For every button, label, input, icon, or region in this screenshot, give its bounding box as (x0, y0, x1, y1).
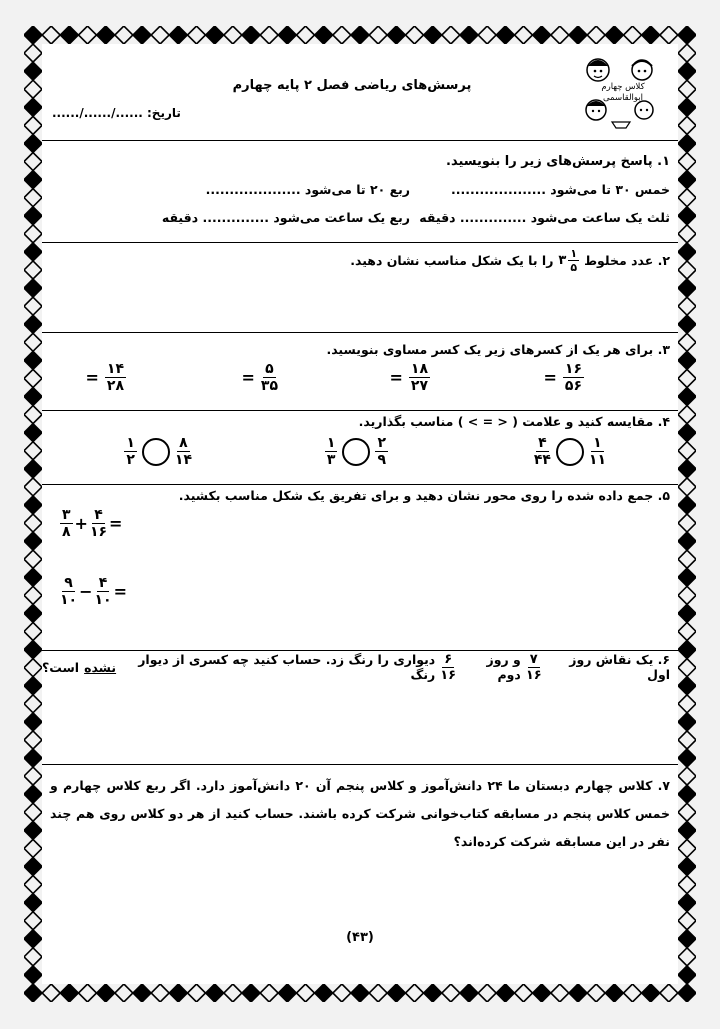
equals-sign: = (389, 368, 403, 387)
q6-part3: دیواری را رنگ زد. حساب کنید چه کسری از دیوار رنگ (138, 652, 436, 682)
question-5-title: ۵. جمع داده شده را روی محور نشان دهید و برای تفریق یک شکل مناسب بکشید. (178, 488, 670, 503)
mixed-denominator: ۵ (570, 261, 578, 274)
date-field: تاریخ: ....../....../...... (52, 106, 181, 120)
q3-fraction-3 (242, 362, 279, 393)
fraction (60, 576, 77, 607)
fraction (261, 362, 278, 393)
question-2-suffix: را با یک شکل مناسب نشان دهید. (350, 253, 554, 268)
q4-pair-3 (124, 436, 192, 467)
denominator: ۱۶ (440, 667, 457, 683)
denominator: ۲ (126, 452, 135, 468)
header (42, 44, 678, 140)
question-1-item-c: ثلث یک ساعت می‌شود .............. دقیقه (419, 210, 670, 225)
fraction-left (124, 436, 137, 467)
numerator: ۱ (126, 435, 135, 451)
q3-fraction-4 (86, 362, 127, 393)
question-3-title: ۳. برای هر یک از کسرهای زیر یک کسر مساوی بنویسید. (326, 342, 670, 357)
denominator: ۱۰ (94, 592, 112, 608)
numerator: ۱ (326, 435, 336, 451)
denominator: ۲۸ (106, 378, 124, 394)
fraction-left (534, 436, 551, 467)
page-title: پرسش‌های ریاضی فصل ۲ پایه چهارم (232, 78, 472, 93)
comparison-circle[interactable] (556, 438, 584, 466)
denominator: ۴۴ (533, 452, 551, 468)
fraction (409, 362, 430, 393)
numerator: ۳ (62, 507, 71, 523)
equals-sign: = (109, 514, 123, 533)
fraction-right (175, 436, 192, 467)
denominator: ۱۱ (588, 452, 606, 468)
fraction (526, 653, 542, 682)
q3-fraction-2 (390, 362, 431, 393)
comparison-circle[interactable] (342, 438, 370, 466)
numerator: ۹ (64, 575, 73, 591)
fraction-left (325, 436, 338, 467)
q6-part2: و روز دوم (486, 652, 521, 682)
q3-fraction-1 (544, 362, 585, 393)
fraction (563, 362, 584, 393)
numerator: ۷ (529, 651, 538, 667)
q6-part1: ۶. یک نقاش روز اول (569, 652, 670, 682)
fraction (105, 362, 126, 393)
question-6-text (42, 652, 670, 682)
fraction (60, 508, 73, 539)
school-logo (582, 52, 660, 130)
fraction (440, 653, 456, 682)
question-1-item-b: ربع ۲۰ تا می‌شود .................... (205, 182, 410, 197)
fraction-right (375, 436, 388, 467)
numerator: ۱۴ (106, 361, 124, 377)
denominator: ۵۶ (564, 378, 582, 394)
question-2-text (350, 248, 670, 273)
mixed-whole: ۳ (558, 253, 567, 268)
comparison-circle[interactable] (142, 438, 170, 466)
mixed-numerator: ۱ (570, 247, 578, 260)
question-1 (42, 140, 678, 242)
plus-sign: + (74, 514, 88, 533)
equals-sign: = (85, 368, 99, 387)
q6-underlined: نشده (84, 659, 117, 675)
denominator: ۳۵ (260, 378, 278, 394)
fraction-right (589, 436, 606, 467)
question-2-prefix: ۲. عدد مخلوط (584, 253, 670, 268)
page-number: (۴۳) (346, 930, 374, 945)
q5-subtraction (60, 576, 127, 607)
question-6 (42, 650, 678, 764)
mixed-number (558, 248, 579, 273)
question-2 (42, 242, 678, 332)
equals-sign: = (543, 368, 557, 387)
equals-sign: = (113, 582, 127, 601)
q5-addition (60, 508, 122, 539)
numerator: ۴ (538, 435, 547, 451)
denominator: ۲۷ (410, 378, 428, 394)
fraction (95, 576, 112, 607)
numerator: ۱ (593, 435, 602, 451)
question-7-text: ۷. کلاس چهارم دبستان ما ۲۴ دانش‌آموز و کلاس پنجم آن ۲۰ دانش‌آموز دارد. اگر ربع کلاس چهارم و خمس کلاس پنجم در مسابقه کتاب‌خوانی شرکت کرده باشند. حساب کنید از هر دو کلاس روی هم چند نفر در این مسابقه شرکت کرده‌اند؟ (50, 778, 670, 849)
question-1-item-d: ربع یک ساعت می‌شود .............. دقیقه (161, 210, 410, 225)
denominator: ۸ (62, 524, 71, 540)
equals-sign: = (241, 368, 255, 387)
numerator: ۴ (94, 507, 103, 523)
fraction (90, 508, 107, 539)
q4-pair-2 (325, 436, 388, 467)
logo-line2: ابوالقاسمی (602, 93, 644, 103)
denominator: ۱۴ (174, 452, 192, 468)
q6-part5: است؟ (42, 659, 80, 675)
numerator: ۵ (265, 361, 274, 377)
denominator: ۱۰ (60, 592, 78, 608)
worksheet-page (42, 44, 678, 984)
question-4 (42, 410, 678, 484)
numerator: ۸ (179, 435, 188, 451)
question-7 (42, 764, 678, 904)
numerator: ۶ (444, 651, 453, 667)
question-3 (42, 332, 678, 410)
numerator: ۱۶ (564, 361, 582, 377)
question-1-item-a: خمس ۳۰ تا می‌شود .................... (450, 182, 670, 197)
question-4-title: ۴. مقایسه کنید و علامت ( < = > ) مناسب بگذارید. (358, 414, 670, 429)
numerator: ۲ (377, 435, 386, 451)
logo-text (596, 82, 650, 104)
numerator: ۱۸ (410, 361, 428, 377)
q4-pair-1 (534, 436, 606, 467)
logo-line1: کلاس چهارم (601, 82, 645, 92)
question-5 (42, 484, 678, 650)
denominator: ۳ (326, 452, 336, 468)
denominator: ۱۶ (89, 524, 108, 540)
minus-sign: − (79, 582, 93, 601)
denominator: ۱۶ (525, 667, 542, 683)
mixed-fraction (568, 248, 579, 273)
question-1-title: ۱. پاسخ پرسش‌های زیر را بنویسید. (446, 154, 670, 169)
denominator: ۹ (377, 452, 386, 468)
numerator: ۴ (98, 575, 108, 591)
